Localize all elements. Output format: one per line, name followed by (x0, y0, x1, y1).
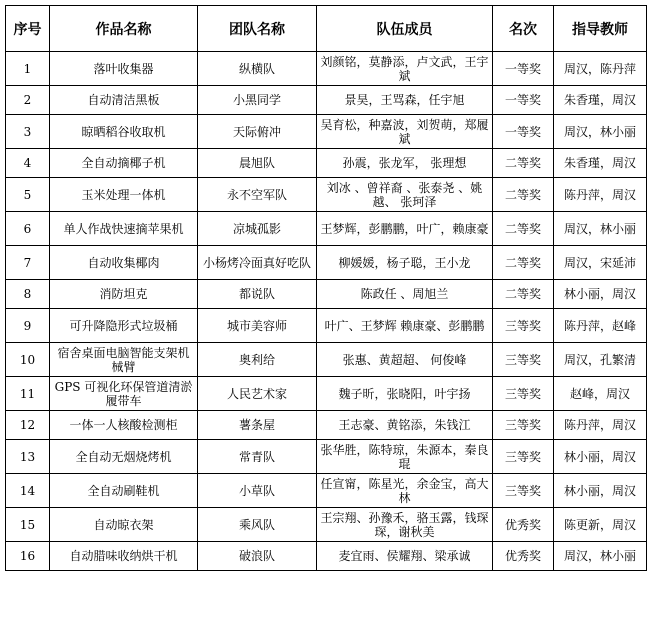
cell-no: 6 (6, 212, 50, 246)
header-rank: 名次 (493, 6, 554, 52)
cell-rank: 二等奖 (493, 149, 554, 178)
cell-work: 一体一人核酸检测柜 (50, 411, 198, 440)
cell-no: 5 (6, 178, 50, 212)
cell-team: 乘风队 (198, 508, 317, 542)
table-row (6, 343, 647, 377)
cell-no: 10 (6, 343, 50, 377)
results-table (5, 5, 647, 571)
table-row (6, 542, 647, 571)
cell-teacher: 朱香瑾，周汉 (554, 149, 647, 178)
table-row (6, 178, 647, 212)
cell-team: 城市美容师 (198, 309, 317, 343)
cell-team: 永不空军队 (198, 178, 317, 212)
cell-rank: 一等奖 (493, 115, 554, 149)
cell-members: 刘颜铭，莫静添，卢文武，王宇斌 (317, 52, 493, 86)
cell-teacher: 朱香瑾，周汉 (554, 86, 647, 115)
cell-no: 14 (6, 474, 50, 508)
cell-rank: 三等奖 (493, 377, 554, 411)
cell-members: 吴育松，种嘉波，刘贺萌，郑履斌 (317, 115, 493, 149)
table-row (6, 86, 647, 115)
cell-no: 11 (6, 377, 50, 411)
cell-rank: 二等奖 (493, 246, 554, 280)
cell-team: 小草队 (198, 474, 317, 508)
cell-team: 小杨烤冷面真好吃队 (198, 246, 317, 280)
cell-no: 8 (6, 280, 50, 309)
cell-work: 玉米处理一体机 (50, 178, 198, 212)
cell-members: 任宣甯，陈星光，余金宝，高大林 (317, 474, 493, 508)
header-work: 作品名称 (50, 6, 198, 52)
cell-no: 4 (6, 149, 50, 178)
cell-work: 宿舍桌面电脑智能支架机械臂 (50, 343, 198, 377)
cell-team: 奥利给 (198, 343, 317, 377)
cell-work: 可升降隐形式垃圾桶 (50, 309, 198, 343)
cell-team: 人民艺术家 (198, 377, 317, 411)
cell-teacher: 赵峰，周汉 (554, 377, 647, 411)
cell-no: 15 (6, 508, 50, 542)
cell-work: 消防坦克 (50, 280, 198, 309)
cell-rank: 三等奖 (493, 309, 554, 343)
cell-team: 小黑同学 (198, 86, 317, 115)
cell-members: 孙震，张龙军， 张理想 (317, 149, 493, 178)
cell-team: 薯条屋 (198, 411, 317, 440)
cell-members: 陈政任 、周旭兰 (317, 280, 493, 309)
table-row (6, 115, 647, 149)
cell-work: 自动收集椰肉 (50, 246, 198, 280)
cell-no: 2 (6, 86, 50, 115)
table-row (6, 246, 647, 280)
cell-team: 常青队 (198, 440, 317, 474)
header-teacher: 指导教师 (554, 6, 647, 52)
header-team: 团队名称 (198, 6, 317, 52)
table-row (6, 52, 647, 86)
cell-work: 自动腊味收纳烘干机 (50, 542, 198, 571)
cell-members: 刘冰 、曾祥裔 、张泰尧 、姚越、 张珂泽 (317, 178, 493, 212)
table-row (6, 508, 647, 542)
cell-members: 麦宜雨、侯耀翔、梁承诚 (317, 542, 493, 571)
cell-teacher: 林小丽，周汉 (554, 440, 647, 474)
header-members: 队伍成员 (317, 6, 493, 52)
cell-work: 落叶收集器 (50, 52, 198, 86)
cell-rank: 优秀奖 (493, 508, 554, 542)
table-row (6, 309, 647, 343)
cell-no: 12 (6, 411, 50, 440)
cell-rank: 二等奖 (493, 280, 554, 309)
cell-work: GPS 可视化环保管道清淤履带车 (50, 377, 198, 411)
cell-team: 都说队 (198, 280, 317, 309)
cell-teacher: 周汉，陈丹萍 (554, 52, 647, 86)
cell-teacher: 陈丹萍，赵峰 (554, 309, 647, 343)
header-no: 序号 (6, 6, 50, 52)
cell-teacher: 周汉，林小丽 (554, 115, 647, 149)
cell-members: 魏子昕，张晓阳，叶宇扬 (317, 377, 493, 411)
cell-team: 晨旭队 (198, 149, 317, 178)
cell-teacher: 陈丹萍，周汉 (554, 411, 647, 440)
cell-rank: 优秀奖 (493, 542, 554, 571)
cell-no: 1 (6, 52, 50, 86)
cell-no: 13 (6, 440, 50, 474)
cell-members: 景昊，王骂森，任宇旭 (317, 86, 493, 115)
cell-no: 7 (6, 246, 50, 280)
cell-teacher: 陈丹萍，周汉 (554, 178, 647, 212)
cell-members: 王志豪、黄铭添，朱钱江 (317, 411, 493, 440)
cell-teacher: 周汉，林小丽 (554, 542, 647, 571)
cell-team: 天际俯冲 (198, 115, 317, 149)
cell-members: 王宗翔、孙豫禾，骆玉露，钱琛琛，谢秋美 (317, 508, 493, 542)
cell-work: 全自动刷鞋机 (50, 474, 198, 508)
table-row (6, 212, 647, 246)
cell-team: 破浪队 (198, 542, 317, 571)
cell-members: 张华胜，陈特琼，朱源本，秦良琨 (317, 440, 493, 474)
cell-work: 单人作战快速摘苹果机 (50, 212, 198, 246)
header-row (6, 6, 647, 52)
cell-work: 自动晾衣架 (50, 508, 198, 542)
cell-rank: 一等奖 (493, 86, 554, 115)
cell-teacher: 陈更新，周汉 (554, 508, 647, 542)
cell-work: 全自动摘椰子机 (50, 149, 198, 178)
cell-teacher: 周汉，孔繁清 (554, 343, 647, 377)
cell-teacher: 周汉，宋延沛 (554, 246, 647, 280)
table-row (6, 377, 647, 411)
cell-rank: 三等奖 (493, 440, 554, 474)
cell-rank: 二等奖 (493, 212, 554, 246)
cell-no: 9 (6, 309, 50, 343)
cell-work: 自动清洁黑板 (50, 86, 198, 115)
table-row (6, 411, 647, 440)
cell-work: 晾晒稻谷收取机 (50, 115, 198, 149)
cell-rank: 三等奖 (493, 474, 554, 508)
table-row (6, 440, 647, 474)
cell-rank: 三等奖 (493, 343, 554, 377)
table-row (6, 280, 647, 309)
cell-no: 3 (6, 115, 50, 149)
cell-members: 柳媛媛，杨子聪，王小龙 (317, 246, 493, 280)
cell-rank: 三等奖 (493, 411, 554, 440)
cell-teacher: 周汉，林小丽 (554, 212, 647, 246)
table-row (6, 474, 647, 508)
cell-members: 王梦辉，彭鹏鹏，叶广，赖康豪 (317, 212, 493, 246)
cell-teacher: 林小丽，周汉 (554, 280, 647, 309)
cell-team: 凉城孤影 (198, 212, 317, 246)
cell-rank: 一等奖 (493, 52, 554, 86)
cell-members: 叶广、王梦辉 赖康豪、彭鹏鹏 (317, 309, 493, 343)
cell-rank: 二等奖 (493, 178, 554, 212)
cell-work: 全自动无烟烧烤机 (50, 440, 198, 474)
cell-members: 张惠、黄超超、 何俊峰 (317, 343, 493, 377)
table-row (6, 149, 647, 178)
cell-team: 纵横队 (198, 52, 317, 86)
cell-no: 16 (6, 542, 50, 571)
cell-teacher: 林小丽，周汉 (554, 474, 647, 508)
